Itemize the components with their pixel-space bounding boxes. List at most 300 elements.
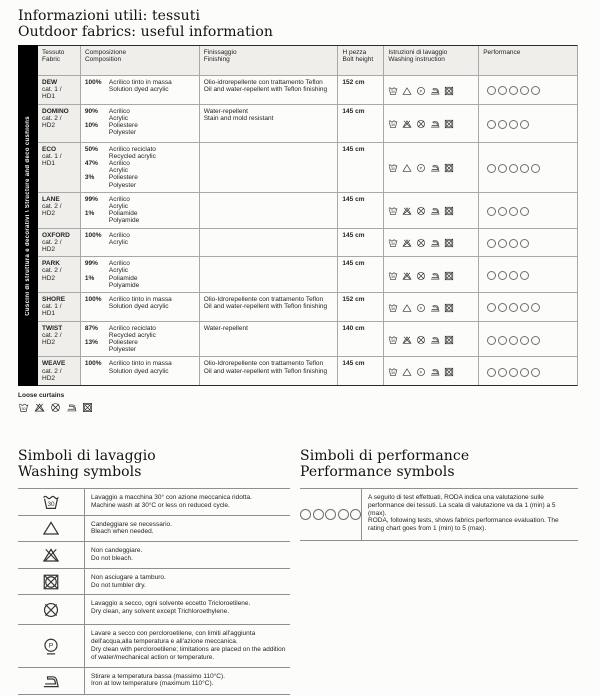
table-row bbox=[38, 293, 577, 322]
no-bleach-icon bbox=[402, 238, 412, 248]
legend-icon-cell bbox=[18, 569, 85, 595]
finishing-line: Stain and mold resistant bbox=[203, 114, 274, 122]
performance-symbols-title-en: Performance symbols bbox=[300, 464, 455, 480]
legend-text-en: Do not bleach. bbox=[91, 554, 133, 562]
legend-text-it: Non candeggiare. bbox=[91, 547, 143, 555]
finishing-line: Water-repellent bbox=[203, 324, 248, 332]
washing-icons-cell bbox=[384, 193, 479, 228]
composition-it: Acrilico bbox=[108, 195, 130, 203]
composition-percent: 47% bbox=[84, 160, 98, 168]
svg-text:P: P bbox=[420, 165, 423, 171]
iron-icon bbox=[430, 119, 440, 129]
performance-circle bbox=[520, 120, 529, 129]
composition-en: Solution dyed acrylic bbox=[108, 367, 169, 375]
wash-30-icon bbox=[388, 86, 398, 96]
no-bleach-icon bbox=[402, 271, 412, 281]
performance-symbols-title bbox=[300, 448, 578, 480]
performance-circle bbox=[300, 509, 311, 520]
fabric-category: cat. 1 / HD1 bbox=[42, 152, 62, 168]
finishing-cell bbox=[200, 193, 339, 228]
bleach-icon bbox=[402, 86, 412, 96]
composition-en: Polyester bbox=[108, 346, 137, 354]
washing-symbols-title bbox=[18, 448, 290, 480]
iron-icon bbox=[66, 402, 77, 413]
no-tumble-dry-icon bbox=[444, 86, 454, 96]
performance-symbols-title-it: Simboli di performance bbox=[300, 448, 470, 464]
fabric-table bbox=[38, 45, 578, 386]
wash-30-icon bbox=[42, 493, 60, 511]
performance-circle bbox=[487, 120, 496, 129]
performance-circle bbox=[487, 239, 496, 248]
finishing-line: Olio-Idrorepellente con trattamento Teflon bbox=[203, 296, 324, 304]
bolt-height: 145 cm bbox=[342, 107, 365, 115]
legend-text bbox=[85, 542, 290, 568]
fabric-cell bbox=[38, 257, 81, 292]
dryclean-p-underline-icon bbox=[42, 637, 60, 655]
composition-cell bbox=[81, 105, 200, 142]
legend-icon-cell bbox=[18, 516, 85, 542]
performance-cell bbox=[479, 257, 577, 292]
performance-circle bbox=[531, 303, 540, 312]
svg-text:30: 30 bbox=[391, 210, 396, 215]
composition-entry bbox=[85, 122, 195, 136]
performance-circle bbox=[313, 509, 324, 520]
legend-icon-cell bbox=[18, 542, 85, 568]
wash-30-icon bbox=[388, 303, 398, 313]
fabric-category: cat. 1 / HD1 bbox=[42, 86, 62, 101]
composition-it: Acrilico tinto in massa bbox=[108, 296, 172, 304]
composition-it: Poliestere bbox=[108, 174, 138, 182]
page-title bbox=[18, 8, 273, 40]
height-cell bbox=[338, 293, 384, 321]
washing-icons-cell bbox=[384, 76, 479, 104]
composition-percent: 50% bbox=[84, 145, 98, 153]
height-cell bbox=[338, 193, 384, 228]
composition-cell bbox=[81, 193, 200, 228]
washing-symbols-title-it: Simboli di lavaggio bbox=[18, 448, 156, 464]
svg-text:30: 30 bbox=[391, 371, 396, 376]
performance-legend-box bbox=[300, 488, 578, 541]
performance-circle bbox=[487, 303, 496, 312]
composition-cell bbox=[81, 357, 200, 385]
svg-text:30: 30 bbox=[391, 274, 396, 279]
performance-circle bbox=[509, 120, 518, 129]
svg-text:30: 30 bbox=[47, 500, 55, 508]
performance-circle bbox=[498, 303, 507, 312]
composition-it: Poliestere bbox=[108, 339, 138, 347]
no-dryclean-icon bbox=[50, 402, 61, 413]
performance-circle bbox=[509, 336, 518, 345]
finishing-cell bbox=[200, 105, 339, 142]
composition-entry bbox=[85, 108, 195, 122]
loose-curtains bbox=[18, 392, 600, 413]
performance-circle bbox=[520, 239, 529, 248]
category-sidebar bbox=[18, 45, 38, 386]
performance-cell bbox=[479, 143, 577, 192]
iron-icon bbox=[430, 238, 440, 248]
performance-circle bbox=[498, 271, 507, 280]
legend-text bbox=[85, 569, 290, 595]
performance-circle bbox=[509, 368, 518, 377]
performance-circle bbox=[520, 86, 529, 95]
performance-circle bbox=[350, 509, 361, 520]
bolt-height: 145 cm bbox=[342, 260, 365, 268]
composition-percent: 100% bbox=[84, 79, 102, 86]
no-bleach-icon bbox=[42, 546, 60, 564]
finishing-cell bbox=[200, 229, 339, 257]
composition-cell bbox=[81, 143, 200, 192]
composition-entry bbox=[85, 79, 195, 93]
bolt-height: 140 cm bbox=[342, 324, 365, 332]
performance-circle bbox=[531, 164, 540, 173]
washing-icons-cell bbox=[384, 229, 479, 257]
washing-icons-cell bbox=[384, 293, 479, 321]
finishing-cell bbox=[200, 143, 339, 192]
performance-rating-circles bbox=[300, 489, 362, 540]
bleach-icon bbox=[402, 163, 412, 173]
bleach-icon bbox=[42, 519, 60, 537]
composition-it: Acrilico bbox=[108, 107, 130, 115]
performance-circle bbox=[520, 207, 529, 216]
svg-text:P: P bbox=[420, 305, 423, 311]
no-tumble-dry-icon bbox=[444, 119, 454, 129]
no-tumble-dry-icon bbox=[444, 303, 454, 313]
composition-it: Acrilico tinto in massa bbox=[108, 79, 172, 86]
performance-symbols-section bbox=[300, 448, 578, 541]
loose-curtains-icons bbox=[18, 402, 600, 413]
page-title-it: Informazioni utili: tessuti bbox=[18, 8, 201, 24]
composition-en: Recycled acrylic bbox=[108, 152, 156, 160]
legend-row bbox=[18, 595, 290, 625]
performance-cell bbox=[479, 293, 577, 321]
composition-entry bbox=[85, 174, 195, 188]
composition-en: Acrylic bbox=[108, 267, 129, 275]
no-bleach-icon bbox=[34, 402, 45, 413]
legend-row bbox=[18, 489, 290, 516]
height-cell bbox=[338, 257, 384, 292]
legend-text bbox=[85, 489, 290, 515]
fabric-category: cat. 2 / HD2 bbox=[42, 331, 62, 347]
legend-row bbox=[18, 542, 290, 569]
composition-percent: 1% bbox=[84, 274, 95, 282]
height-cell bbox=[338, 357, 384, 385]
legend-text-it: Lavare a secco con percloroetilene, con limiti all'aggiunta dell'acqua,alla temperatura e all'azione meccanica. bbox=[91, 630, 256, 646]
svg-text:P: P bbox=[420, 88, 423, 94]
composition-entry bbox=[85, 160, 195, 174]
fabric-name: LANE bbox=[42, 195, 60, 203]
wash-30-icon bbox=[388, 163, 398, 173]
performance-circle bbox=[531, 368, 540, 377]
fabric-name: OXFORD bbox=[42, 231, 70, 239]
height-cell bbox=[338, 105, 384, 142]
no-dryclean-icon bbox=[416, 119, 426, 129]
legend-text-it: Stirare a temperatura bassa (massimo 110°C). bbox=[91, 672, 225, 680]
legend-icon-cell bbox=[18, 625, 85, 666]
wash-30-icon bbox=[388, 271, 398, 281]
composition-entry bbox=[85, 146, 195, 160]
composition-en: Acrylic bbox=[108, 114, 129, 122]
performance-circle bbox=[520, 164, 529, 173]
finishing-line: Olio-Idrorepellente con trattamento Teflon bbox=[203, 360, 324, 368]
legend-text-en: Dry clean with percloroetilene; limitations are placed on the addition of water/mechanical action or temperature. bbox=[91, 645, 286, 661]
composition-en: Acrylic bbox=[108, 167, 129, 175]
bolt-height: 152 cm bbox=[342, 79, 365, 86]
fabric-cell bbox=[38, 105, 81, 142]
table-header-row bbox=[38, 46, 577, 76]
performance-circle bbox=[531, 336, 540, 345]
iron-icon bbox=[430, 367, 440, 377]
finishing-cell bbox=[200, 293, 339, 321]
performance-circle bbox=[338, 509, 349, 520]
composition-percent: 100% bbox=[84, 231, 102, 239]
composition-entry bbox=[85, 275, 195, 289]
no-dryclean-icon bbox=[416, 271, 426, 281]
composition-it: Acrilico bbox=[108, 160, 130, 168]
performance-circle bbox=[509, 207, 518, 216]
table-row bbox=[38, 257, 577, 293]
legend-icon-cell bbox=[18, 595, 85, 624]
no-bleach-icon bbox=[402, 206, 412, 216]
iron-icon bbox=[42, 672, 60, 690]
performance-circle bbox=[498, 164, 507, 173]
washing-icons-cell bbox=[384, 257, 479, 292]
performance-circle bbox=[498, 368, 507, 377]
finishing-line: Oil and water-repellent with Teflon finishing bbox=[203, 303, 328, 311]
iron-icon bbox=[430, 303, 440, 313]
svg-text:30: 30 bbox=[391, 89, 396, 94]
no-dryclean-icon bbox=[416, 238, 426, 248]
fabric-cell bbox=[38, 76, 81, 104]
wash-30-icon bbox=[18, 402, 29, 413]
svg-text:30: 30 bbox=[391, 339, 396, 344]
no-tumble-dry-icon bbox=[444, 271, 454, 281]
performance-description bbox=[362, 489, 578, 540]
composition-percent: 90% bbox=[84, 107, 98, 115]
height-cell bbox=[338, 76, 384, 104]
no-tumble-dry-icon bbox=[444, 367, 454, 377]
composition-percent: 87% bbox=[84, 324, 98, 332]
performance-circle bbox=[509, 164, 518, 173]
composition-entry bbox=[85, 210, 195, 224]
fabric-cell bbox=[38, 322, 81, 357]
legend-text-en: Bleach when needed. bbox=[91, 528, 154, 536]
height-cell bbox=[338, 322, 384, 357]
fabric-cell bbox=[38, 229, 81, 257]
composition-cell bbox=[81, 322, 200, 357]
fabric-cell bbox=[38, 143, 81, 192]
finishing-cell bbox=[200, 322, 339, 357]
composition-percent: 99% bbox=[84, 195, 98, 203]
finishing-line: Water-repellent bbox=[203, 107, 248, 115]
fabric-name: DOMINO bbox=[42, 107, 69, 115]
bolt-height: 145 cm bbox=[342, 195, 365, 203]
bolt-height: 152 cm bbox=[342, 296, 365, 304]
fabric-name: DEW bbox=[42, 79, 58, 86]
header-cell: H pezza Bolt height bbox=[338, 46, 384, 75]
composition-en: Acrylic bbox=[108, 203, 129, 211]
legend-text-it: Non asciugare a tamburo. bbox=[91, 573, 166, 581]
svg-text:30: 30 bbox=[391, 167, 396, 172]
composition-entry bbox=[85, 339, 195, 353]
legend-row bbox=[18, 625, 290, 667]
fabric-category: cat. 2 / HD2 bbox=[42, 367, 62, 382]
performance-circle bbox=[531, 86, 540, 95]
no-bleach-icon bbox=[402, 119, 412, 129]
page-title-en: Outdoor fabrics: useful information bbox=[18, 24, 274, 40]
composition-cell bbox=[81, 257, 200, 292]
performance-circle bbox=[509, 303, 518, 312]
fabric-cell bbox=[38, 193, 81, 228]
performance-circle bbox=[487, 336, 496, 345]
performance-cell bbox=[479, 229, 577, 257]
composition-entry bbox=[85, 296, 195, 310]
fabric-table-wrap bbox=[18, 45, 578, 386]
legend-icon-cell bbox=[18, 668, 85, 694]
legend-row bbox=[18, 516, 290, 543]
composition-cell bbox=[81, 293, 200, 321]
no-dryclean-icon bbox=[42, 601, 60, 619]
bolt-height: 145 cm bbox=[342, 231, 365, 239]
fabric-name: TWIST bbox=[42, 324, 63, 332]
composition-en: Recycled acrylic bbox=[108, 331, 156, 339]
header-cell: Composizione Composition bbox=[81, 46, 200, 75]
no-bleach-icon bbox=[402, 335, 412, 345]
legend-text-en: Dry clean, any solvent except Trichloroethylene. bbox=[91, 608, 230, 616]
composition-en: Polyester bbox=[108, 129, 137, 137]
svg-text:30: 30 bbox=[391, 242, 396, 247]
iron-icon bbox=[430, 163, 440, 173]
composition-entry bbox=[85, 325, 195, 339]
washing-legend-table bbox=[18, 488, 290, 695]
legend-text-it: Lavaggio a secco, ogni solvente eccetto Tricloroetilene. bbox=[91, 600, 251, 608]
dryclean-p-icon bbox=[416, 303, 426, 313]
finishing-cell bbox=[200, 257, 339, 292]
svg-text:30: 30 bbox=[21, 405, 26, 411]
iron-icon bbox=[430, 271, 440, 281]
fabric-name: SHORE bbox=[42, 296, 66, 304]
performance-description-it: A seguito di test effettuati, RODA indica una valutazione sulle performance dei tessuti. La scala di valutazione va da 1 (min) a 5 (max). bbox=[368, 494, 556, 517]
washing-symbols-title-en: Washing symbols bbox=[18, 464, 142, 480]
header-cell: Tessuto Fabric bbox=[38, 46, 81, 75]
height-cell bbox=[338, 143, 384, 192]
performance-cell bbox=[479, 193, 577, 228]
height-cell bbox=[338, 229, 384, 257]
header-cell: Finissaggio Finishing bbox=[200, 46, 339, 75]
washing-icons-cell bbox=[384, 357, 479, 385]
table-row bbox=[38, 143, 577, 193]
composition-entry bbox=[85, 360, 195, 374]
performance-circle bbox=[520, 271, 529, 280]
wash-30-icon bbox=[388, 206, 398, 216]
fabric-cell bbox=[38, 293, 81, 321]
finishing-cell bbox=[200, 357, 339, 385]
fabric-category: cat. 2 / HD2 bbox=[42, 267, 62, 282]
category-sidebar-label: Cuscini di struttura e decorativi \ Structure and deco cushions bbox=[25, 115, 31, 316]
dryclean-p-icon bbox=[416, 367, 426, 377]
fabric-category: cat. 2 / HD2 bbox=[42, 203, 62, 218]
svg-text:P: P bbox=[48, 642, 54, 650]
fabric-category: cat. 2 / HD2 bbox=[42, 238, 62, 254]
composition-en: Polyamide bbox=[108, 281, 140, 289]
iron-icon bbox=[430, 86, 440, 96]
composition-percent: 13% bbox=[84, 339, 98, 347]
washing-icons-cell bbox=[384, 105, 479, 142]
legend-text-en: Do not tumbler dry. bbox=[91, 581, 146, 589]
composition-it: Poliamide bbox=[108, 274, 138, 282]
bolt-height: 145 cm bbox=[342, 360, 365, 368]
legend-row bbox=[18, 569, 290, 596]
composition-it: Acrilico reciclato bbox=[108, 324, 156, 332]
iron-icon bbox=[430, 335, 440, 345]
finishing-line: Oil and water-repellent with Teflon finishing bbox=[203, 367, 328, 375]
fabric-name: ECO bbox=[42, 145, 57, 153]
performance-circle bbox=[509, 86, 518, 95]
performance-cell bbox=[479, 357, 577, 385]
performance-circle bbox=[487, 207, 496, 216]
table-row bbox=[38, 105, 577, 143]
fabric-name: WEAVE bbox=[42, 360, 66, 368]
no-tumble-dry-icon bbox=[82, 402, 93, 413]
performance-circle bbox=[498, 239, 507, 248]
svg-text:P: P bbox=[420, 369, 423, 375]
wash-30-icon bbox=[388, 119, 398, 129]
composition-percent: 3% bbox=[84, 174, 95, 182]
legend-text-it: Lavaggio a macchina 30° con azione meccanica ridotta. bbox=[91, 494, 252, 501]
fabric-category: cat. 1 / HD1 bbox=[42, 303, 62, 318]
legend-row bbox=[18, 668, 290, 695]
svg-text:30: 30 bbox=[391, 306, 396, 311]
composition-percent: 100% bbox=[84, 296, 102, 304]
legend-text bbox=[85, 668, 290, 694]
bleach-icon bbox=[402, 303, 412, 313]
performance-circle bbox=[325, 509, 336, 520]
wash-30-icon bbox=[388, 367, 398, 377]
no-dryclean-icon bbox=[416, 206, 426, 216]
composition-percent: 10% bbox=[84, 122, 98, 130]
bleach-icon bbox=[402, 367, 412, 377]
table-row bbox=[38, 357, 577, 385]
dryclean-p-icon bbox=[416, 86, 426, 96]
fabric-cell bbox=[38, 357, 81, 385]
composition-percent: 100% bbox=[84, 360, 102, 368]
legend-text-it: Candeggiare se necessario. bbox=[91, 520, 172, 528]
composition-entry bbox=[85, 196, 195, 210]
loose-curtains-label: Loose curtains bbox=[18, 392, 65, 400]
wash-30-icon bbox=[388, 238, 398, 248]
no-tumble-dry-icon bbox=[444, 206, 454, 216]
composition-entry bbox=[85, 232, 195, 246]
composition-it: Acrilico reciclato bbox=[108, 145, 156, 153]
composition-percent: 1% bbox=[84, 210, 95, 218]
composition-it: Acrilico bbox=[108, 231, 130, 239]
performance-circle bbox=[520, 368, 529, 377]
table-row bbox=[38, 193, 577, 229]
legend-text bbox=[85, 516, 290, 542]
fabric-category: cat. 2 / HD2 bbox=[42, 114, 62, 130]
table-row bbox=[38, 76, 577, 105]
finishing-cell bbox=[200, 76, 339, 104]
composition-it: Poliestere bbox=[108, 122, 138, 130]
svg-text:30: 30 bbox=[391, 123, 396, 128]
composition-en: Acrylic bbox=[108, 238, 129, 246]
composition-entry bbox=[85, 260, 195, 274]
performance-circle bbox=[487, 271, 496, 280]
composition-cell bbox=[81, 229, 200, 257]
composition-en: Polyamide bbox=[108, 217, 140, 225]
legend-text bbox=[85, 595, 290, 624]
table-row bbox=[38, 229, 577, 258]
no-dryclean-icon bbox=[416, 335, 426, 345]
